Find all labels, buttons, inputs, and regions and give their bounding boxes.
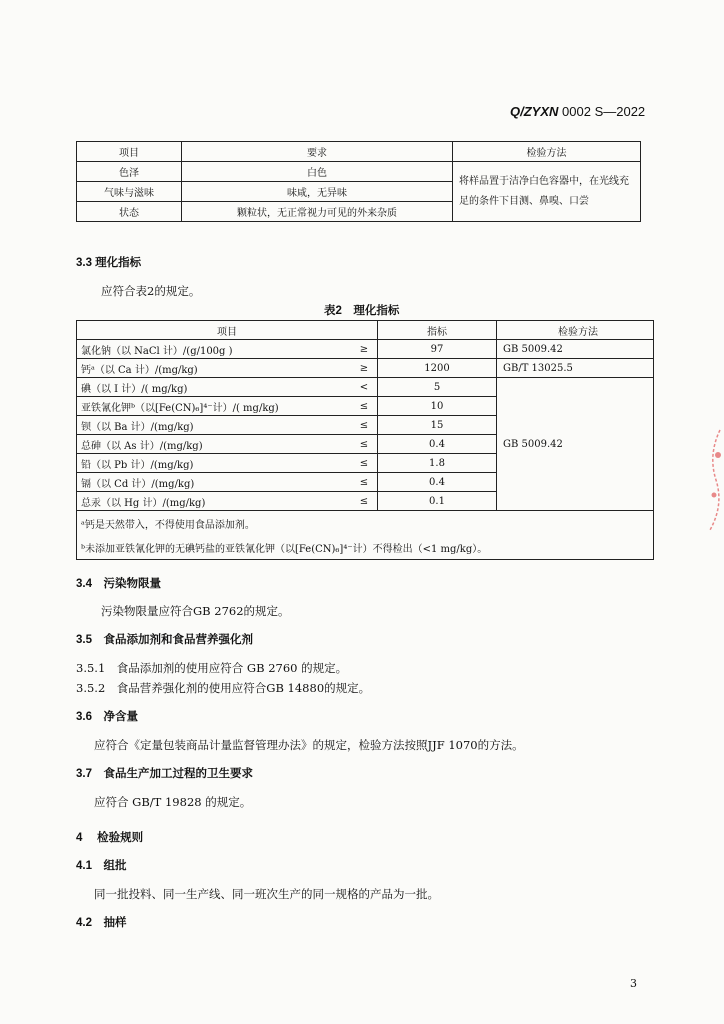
paragraph: 同一批投料、同一生产线、同一班次生产的同一规格的产品为一批。 [94,887,439,901]
table-cell-item: 铅（以 Pb 计）/(mg/kg) [77,454,352,473]
table-caption: 表2 理化指标 [324,305,400,317]
table-cell-value: 97 [378,340,497,359]
table-cell-item: 总汞（以 Hg 计）/(mg/kg) [77,492,352,511]
table-note: ᵇ未添加亚铁氰化钾的无碘钙盐的亚铁氰化钾（以[Fe(CN)₆]⁴⁻计）不得检出（<1 mg/kg）。 [77,535,654,560]
paragraph: 3.5.1 食品添加剂的使用应符合 GB 2760 的规定。 [76,661,348,675]
table-cell-method: GB 5009.42 [497,378,654,511]
section-heading: 4.2 抽样 [76,917,127,929]
table-cell-relation: ≤ [351,397,378,416]
table-cell-value: 1.8 [378,454,497,473]
table-cell-relation: < [351,378,378,397]
section-heading: 3.6 净含量 [76,711,138,723]
table-cell-item: 亚铁氰化钾ᵇ（以[Fe(CN)₆]⁴⁻计）/( mg/kg) [77,397,352,416]
paragraph: 应符合《定量包装商品计量监督管理办法》的规定，检验方法按照JJF 1070的方法。 [94,738,524,752]
table-header: 指标 [378,321,497,340]
table-note: ᵃ钙是天然带入，不得使用食品添加剂。 [77,511,654,536]
section-heading: 4.1 组批 [76,860,127,872]
table-cell-relation: ≥ [351,359,378,378]
table-cell-relation: ≤ [351,454,378,473]
table-cell-value: 0.4 [378,473,497,492]
table-cell-relation: ≥ [351,340,378,359]
table-header: 检验方法 [453,142,641,162]
table-header: 检验方法 [497,321,654,340]
seal-stamp-icon [700,425,724,535]
table-cell-item: 钡（以 Ba 计）/(mg/kg) [77,416,352,435]
section-heading: 3.5 食品添加剂和食品营养强化剂 [76,634,253,646]
paragraph: 应符合 GB/T 19828 的规定。 [94,795,252,809]
table-cell-value: 0.1 [378,492,497,511]
table-cell-item: 钙ᵃ（以 Ca 计）/(mg/kg) [77,359,352,378]
table-cell-relation: ≤ [351,416,378,435]
table-note-row [77,535,654,560]
table-cell: 颗粒状，无正常视力可见的外来杂质 [182,202,453,222]
table-cell-relation: ≤ [351,473,378,492]
table-row [77,359,654,378]
table-row [77,162,641,182]
table-cell-item: 氯化钠（以 NaCl 计）/(g/100g ) [77,340,352,359]
paragraph: 应符合表2的规定。 [101,284,201,298]
standard-code: Q/ZYXN 0002 S—2022 [510,104,646,119]
section-heading: 4 检验规则 [76,832,144,844]
section-heading: 3.3 理化指标 [76,257,142,269]
table-cell-value: 0.4 [378,435,497,454]
table-cell-item: 镉（以 Cd 计）/(mg/kg) [77,473,352,492]
paragraph: 3.5.2 食品营养强化剂的使用应符合GB 14880的规定。 [76,681,371,695]
table-cell-value: 10 [378,397,497,416]
table-cell-item: 碘（以 I 计）/( mg/kg) [77,378,352,397]
table-header: 要求 [182,142,453,162]
paragraph: 污染物限量应符合GB 2762的规定。 [101,604,290,618]
table-cell: 味咸，无异味 [182,182,453,202]
sensory-table [76,141,641,222]
table-cell: 状态 [77,202,182,222]
table-header: 项目 [77,321,378,340]
table-cell-method: GB/T 13025.5 [497,359,654,378]
table-cell-relation: ≤ [351,435,378,454]
table-header: 项目 [77,142,182,162]
table-cell-relation: ≤ [351,492,378,511]
table-cell: 气味与滋味 [77,182,182,202]
section-heading: 3.7 食品生产加工过程的卫生要求 [76,768,253,780]
table-cell-method: 将样品置于洁净白色容器中，在光线充足的条件下目测、鼻嗅、口尝 [453,162,641,222]
table-row [77,378,654,397]
page-number: 3 [630,977,637,990]
table-header-row [77,142,641,162]
table-cell-method: GB 5009.42 [497,340,654,359]
table-header-row [77,321,654,340]
table-cell-item: 总砷（以 As 计）/(mg/kg) [77,435,352,454]
table-cell-value: 5 [378,378,497,397]
table-cell: 白色 [182,162,453,182]
table-note-row [77,511,654,536]
section-heading: 3.4 污染物限量 [76,578,161,590]
table-cell: 色泽 [77,162,182,182]
physicochemical-table [76,320,654,560]
table-cell-value: 1200 [378,359,497,378]
table-cell-value: 15 [378,416,497,435]
table-row [77,340,654,359]
